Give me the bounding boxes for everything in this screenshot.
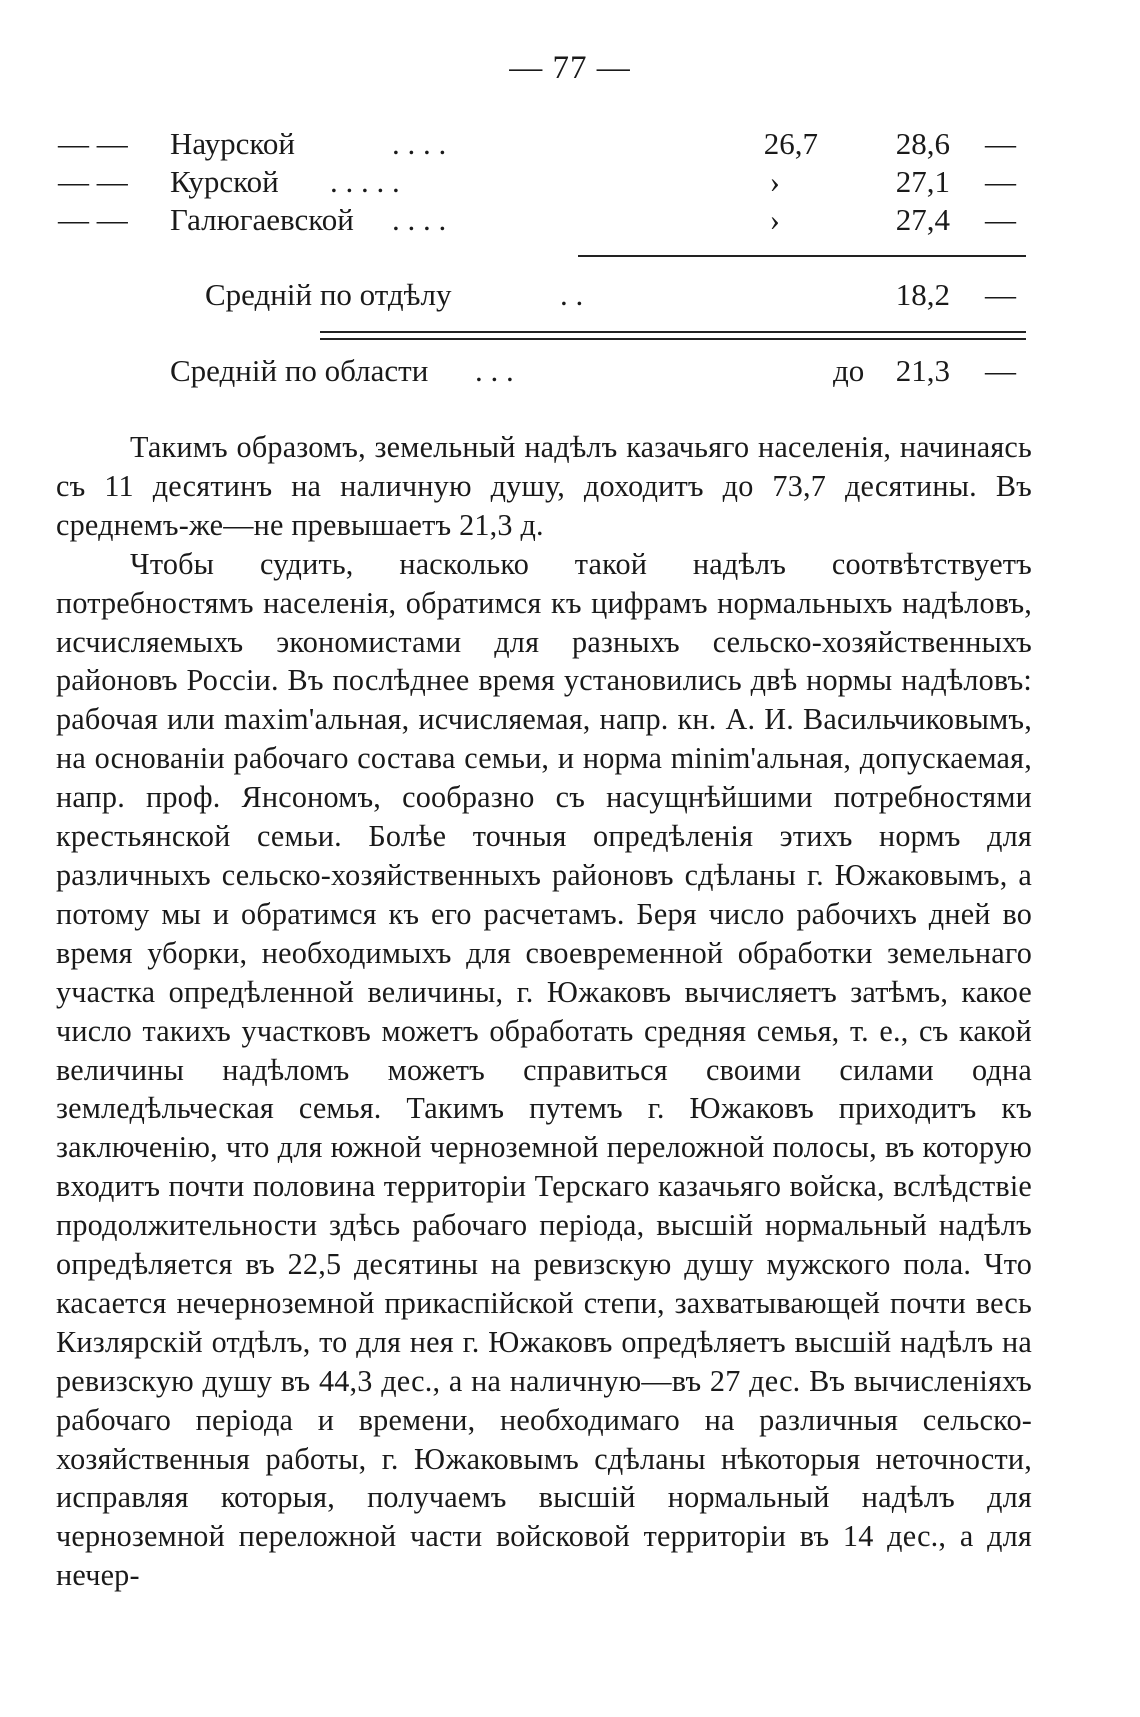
row-dots: . . . . <box>392 202 447 237</box>
row-name: Наурской <box>170 126 295 161</box>
average-region-tail: — <box>985 353 1016 388</box>
row-tail: — <box>985 164 1016 199</box>
row-dash: — — <box>58 202 128 237</box>
row-dash: — — <box>58 126 128 161</box>
row-tail: — <box>985 126 1016 161</box>
row-name: Курской <box>170 164 279 199</box>
average-region-label: Средній по области <box>170 353 429 388</box>
average-department-tail: — <box>985 277 1016 312</box>
row-value-1: › <box>769 202 780 237</box>
row-value-2: 27,4 <box>895 202 950 237</box>
sum-rule <box>578 255 1026 257</box>
paragraph: Чтобы судить, насколько такой надѣлъ соотвѣтствуетъ потребностямъ населенія, обратимся къ цифрамъ нормальныхъ надѣловъ, исчисляемыхъ экономистами для разныхъ сельско-хозяйственныхъ районовъ Россіи. Въ послѣднее время установились двѣ нормы надѣловъ: рабочая или maxim'альная, исчисляемая, напр. кн. А. И. Васильчиковымъ, на основаніи рабочаго состава семьи, и норма minim'альная, допускаемая, напр. проф. Янсономъ, сообразно съ насущнѣйшими потребностями крестьянской семьи. Болѣе точныя опредѣленія этихъ нормъ для различныхъ сельско-хозяйственныхъ районовъ сдѣланы г. Южаковымъ, а потому мы и обратимся къ его расчетамъ. Беря число рабочихъ дней во время уборки, необходимыхъ для своевременной обработки земельнаго участка опредѣленной величины, г. Южаковъ вычисляетъ затѣмъ, какое число такихъ участковъ можетъ обработать средняя семья, т. е., съ какой величины надѣломъ можетъ справиться своими силами одна земледѣльческая семья. Такимъ путемъ г. Южаковъ приходитъ къ заключенію, что для южной черноземной переложной полосы, въ которую входитъ почти половина территоріи Терскаго казачьяго войска, вслѣдствіе продолжительности здѣсь рабочаго періода, высшій нормальный надѣлъ опредѣляется въ 22,5 десятины на ревизскую душу мужского пола. Что касается нечерноземной прикаспійской степи, захватывающей почти весь Кизлярскій отдѣлъ, то для нея г. Южаковъ опредѣляетъ высшій надѣлъ на ревизскую душу въ 44,3 дес., а на наличную—въ 27 дес. Въ вычисленіяхъ рабочаго періода и времени, необходимаго на различныя сельско-хозяйственныя работы, г. Южаковымъ сдѣланы нѣкоторыя неточности, исправляя которыя, получаемъ высшій нормальный надѣлъ для черноземной переложной части войсковой территоріи въ 14 дес., а для нечер- <box>56 546 1032 1593</box>
row-dots: . . . . <box>392 126 447 161</box>
table-row <box>0 202 1140 242</box>
row-value-1: 26,7 <box>763 126 818 161</box>
average-department-row <box>0 277 1140 317</box>
table-row <box>0 126 1140 166</box>
row-value-2: 28,6 <box>895 126 950 161</box>
row-dash: — — <box>58 164 128 199</box>
average-region-value: 21,3 <box>895 353 950 388</box>
paragraph: Такимъ образомъ, земельный надѣлъ казачьяго населенія, начинаясь съ 11 десятинъ на наличную душу, доходитъ до 73,7 десятины. Въ среднемъ-же—не превышаетъ 21,3 д. <box>56 430 1032 542</box>
row-dots: . . . . . <box>330 164 400 199</box>
average-region-prefix: до <box>833 353 865 388</box>
average-region-row <box>0 353 1140 393</box>
page-number: — 77 — <box>509 50 631 86</box>
table-row <box>0 164 1140 204</box>
average-department-label: Средній по отдѣлу <box>205 277 452 312</box>
average-region-dots: . . . <box>475 353 514 388</box>
double-rule-top <box>320 331 1026 333</box>
average-department-dots: . . <box>560 277 584 312</box>
average-department-value: 18,2 <box>895 277 950 312</box>
row-value-1: › <box>769 164 780 199</box>
body-text <box>56 428 1032 1595</box>
double-rule-bottom <box>320 338 1026 340</box>
row-value-2: 27,1 <box>895 164 950 199</box>
row-name: Галюгаевской <box>170 202 354 237</box>
row-tail: — <box>985 202 1016 237</box>
